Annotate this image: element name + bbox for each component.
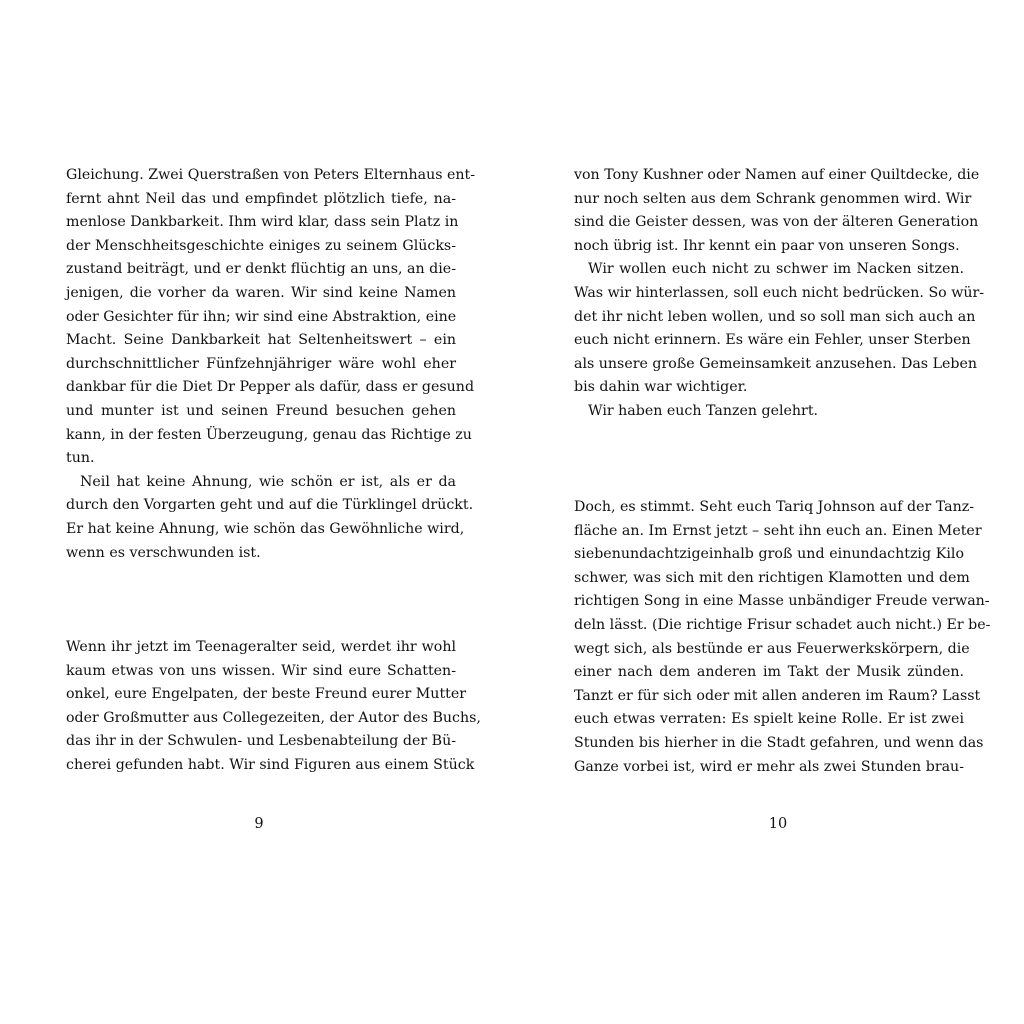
text-line: und munter ist und seinen Freund besuchen gehen — [66, 402, 456, 419]
text-line: Er hat keine Ahnung, wie schön das Gewöhnliche wird, — [66, 520, 465, 537]
text-line: menlose Dankbarkeit. Ihm wird klar, dass sein Platz in — [66, 214, 459, 231]
text-line: euch nicht erinnern. Es wäre ein Fehler, unser Sterben — [574, 332, 971, 349]
text-line: Doch, es stimmt. Seht euch Tariq Johnson auf der Tanz- — [574, 499, 974, 515]
text-line: zustand beiträgt, und er denkt flüchtig an uns, an die- — [66, 261, 456, 278]
text-line: det ihr nicht leben wollen, und so soll man sich auch an — [574, 308, 976, 325]
left-text-block-2 — [66, 636, 481, 778]
text-line: cherei gefunden habt. Wir sind Figuren aus einem Stück — [66, 756, 475, 773]
text-line: oder Großmutter aus Collegezeiten, der Autor des Buchs, — [66, 709, 481, 726]
text-line: Ganze vorbei ist, wird er mehr als zwei Stunden brau- — [574, 758, 964, 775]
text-line: das ihr in der Schwulen- und Lesbenabteilung der Bü- — [66, 733, 456, 750]
text-line: als unsere große Gemeinsamkeit anzusehen. Das Leben — [574, 355, 978, 372]
text-line: nur noch selten aus dem Schrank genommen wird. Wir — [574, 190, 972, 207]
text-line: schwer, was sich mit den richtigen Klamotten und dem — [574, 569, 970, 586]
right-text-block-2 — [574, 496, 991, 779]
left-text-block-1 — [66, 164, 476, 565]
page-number: 10 — [768, 816, 788, 832]
text-line: fernt ahnt Neil das und empfindet plötzlich tiefe, na- — [66, 190, 456, 207]
text-line: Neil hat keine Ahnung, wie schön er ist, als er da — [80, 473, 456, 490]
text-line: dankbar für die Diet Dr Pepper als dafür, dass er gesund — [66, 379, 475, 396]
text-line: onkel, eure Engelpaten, der beste Freund eurer Mutter — [66, 686, 467, 703]
text-line: durch den Vorgarten geht und auf die Türklingel drückt. — [66, 497, 474, 514]
text-line: einer nach dem anderen im Takt der Musik zünden. — [574, 664, 964, 681]
text-line: Macht. Seine Dankbarkeit hat Seltenheitswert – ein — [66, 332, 456, 349]
text-line: Wenn ihr jetzt im Teenageralter seid, werdet ihr wohl — [66, 639, 456, 655]
text-line: richtigen Song in eine Masse unbändiger Freude verwan- — [574, 593, 990, 610]
text-line: noch übrig ist. Ihr kennt ein paar von unseren Songs. — [574, 237, 960, 254]
text-line: kann, in der festen Überzeugung, genau das Richtige zu — [66, 426, 472, 443]
page-number: 9 — [254, 816, 264, 832]
text-line: deln lässt. (Die richtige Frisur schadet auch nicht.) Er be- — [574, 616, 991, 633]
right-page — [512, 0, 1024, 1024]
text-line: sind die Geister dessen, was von der älteren Generation — [574, 214, 979, 231]
text-line: bis dahin war wichtiger. — [574, 379, 748, 396]
text-line: fläche an. Im Ernst jetzt – seht ihn euch an. Einen Meter — [574, 522, 982, 539]
text-line: Gleichung. Zwei Querstraßen von Peters Elternhaus ent- — [66, 167, 476, 183]
text-line: wegt sich, als bestünde er aus Feuerwerkskörpern, die — [574, 640, 970, 657]
text-line: kaum etwas von uns wissen. Wir sind eure Schatten- — [66, 662, 456, 679]
text-line: durchschnittlicher Fünfzehnjähriger wäre wohl eher — [66, 355, 456, 372]
text-line: Tanzt er für sich oder mit allen anderen im Raum? Lasst — [574, 687, 981, 704]
text-line: Was wir hinterlassen, soll euch nicht bedrücken. So wür- — [574, 284, 985, 301]
text-line: euch etwas verraten: Es spielt keine Rolle. Er ist zwei — [574, 711, 964, 728]
right-text-block-1 — [574, 164, 985, 424]
text-line: jenigen, die vorher da waren. Wir sind keine Namen — [66, 284, 456, 301]
text-line: tun. — [66, 450, 95, 467]
text-line: siebenundachtzigeinhalb groß und einundachtzig Kilo — [574, 546, 964, 563]
text-line: der Menschheitsgeschichte einiges zu seinem Glücks- — [66, 237, 456, 254]
text-line: Wir haben euch Tanzen gelehrt. — [588, 402, 819, 419]
text-line: von Tony Kushner oder Namen auf einer Quiltdecke, die — [574, 167, 980, 183]
text-line: Wir wollen euch nicht zu schwer im Nacken sitzen. — [588, 261, 964, 278]
text-line: Stunden bis hierher in die Stadt gefahren, und wenn das — [574, 734, 984, 751]
text-line: oder Gesichter für ihn; wir sind eine Abstraktion, eine — [66, 308, 457, 325]
text-line: wenn es verschwunden ist. — [66, 544, 261, 561]
